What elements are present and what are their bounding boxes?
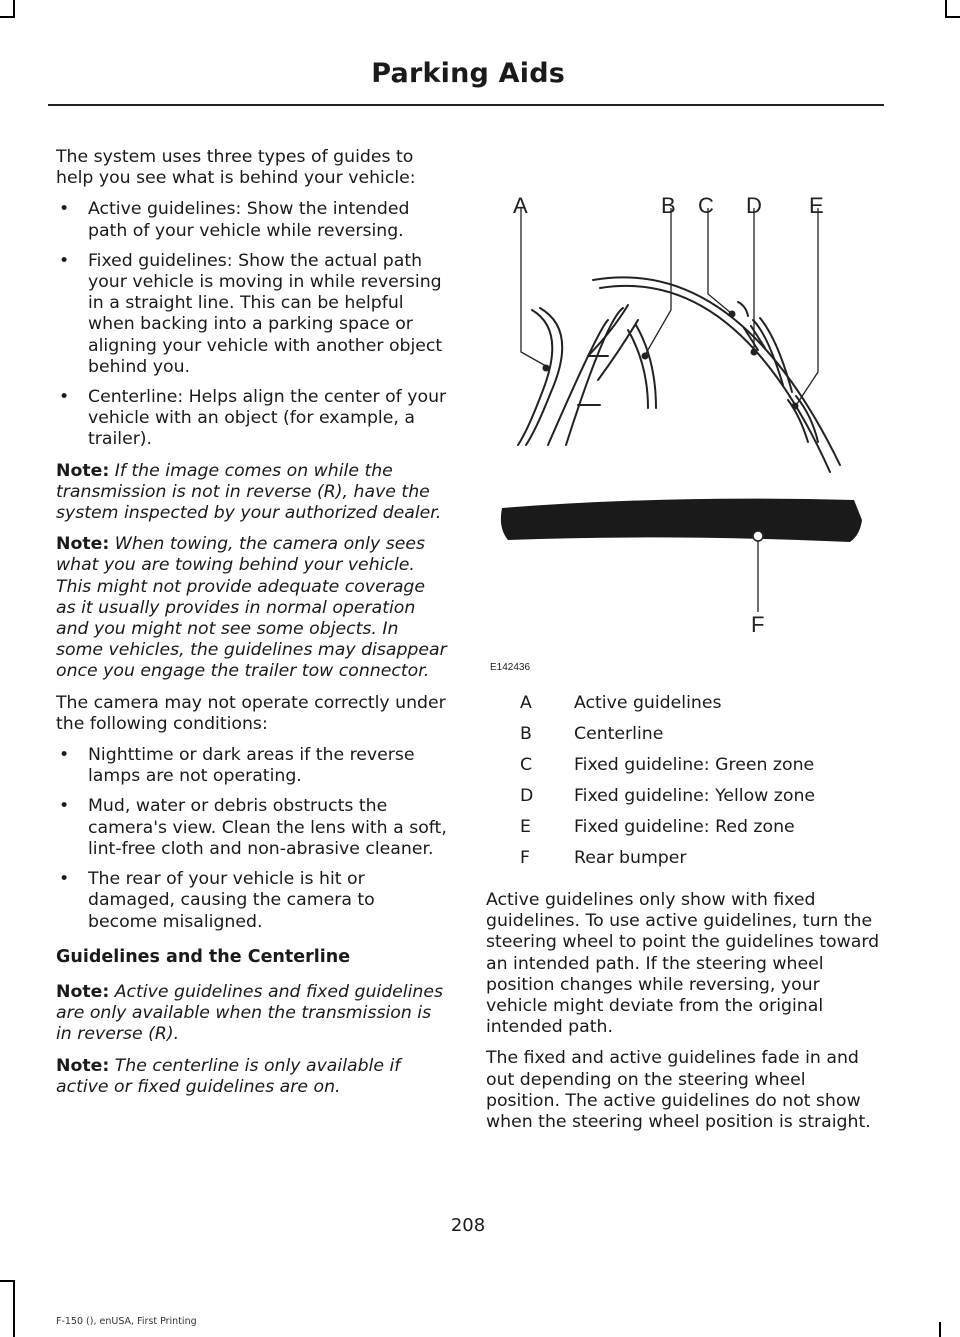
legend-desc: Active guidelines [574,693,722,713]
rear-bumper [501,499,862,542]
crop-mark [939,1322,941,1337]
label-c: C [698,193,714,218]
legend-desc: Fixed guideline: Yellow zone [574,786,816,806]
guidelines-illustration [488,180,880,680]
legend-key: B [520,724,532,744]
note-label: Note: [56,534,110,555]
list-item: • Mud, water or debris obstructs the camera's view. Clean the lens with a soft, lint-free cloth and non-abrasive cleaner. [56,796,448,860]
crop-mark [945,16,960,18]
legend-row [488,693,888,724]
label-e: E [809,193,824,218]
list-item: • Centerline: Helps align the center of your vehicle with an object (for example, a trailer). [56,387,448,451]
note-label: Note: [56,1055,110,1076]
guide-types-list [56,199,448,450]
list-item: • The rear of your vehicle is hit or damaged, causing the camera to become misaligned. [56,869,448,933]
legend-desc: Fixed guideline: Green zone [574,755,815,775]
note-text: Active guidelines and fixed guidelines are only available when the transmission is in reverse (R). [56,981,444,1045]
crop-mark [945,0,947,16]
legend-key: F [520,848,530,868]
guidelines-diagram [488,180,880,680]
conditions-intro: The camera may not operate correctly under the following conditions: [56,692,446,734]
legend-row [488,755,888,786]
active-guidelines-paragraph: Active guidelines only show with fixed guidelines. To use active guidelines, turn the steering wheel to point the guidelines toward an intended path. If the steering wheel position changes while reversing, your vehicle might deviate from the original intended path. [486,890,880,1038]
list-item: • Nighttime or dark areas if the reverse lamps are not operating. [56,745,448,787]
intro-paragraph: The system uses three types of guides to help you see what is behind your vehicle: [56,147,416,189]
right-column [486,890,880,1143]
crop-mark [13,0,15,16]
footer-text: F-150 (), enUSA, First Printing [56,1316,197,1327]
header-divider [48,104,884,106]
label-a: A [513,193,528,218]
figure-legend [488,693,888,879]
crop-mark [0,16,15,18]
note-availability [56,982,448,1046]
legend-desc: Fixed guideline: Red zone [574,817,795,837]
section-heading: Guidelines and the Centerline [56,946,351,967]
note-text: The centerline is only available if active or fixed guidelines are on. [56,1055,401,1097]
page-title: Parking Aids [371,58,565,89]
legend-row [488,786,888,817]
legend-row [488,817,888,848]
crop-mark [0,1280,15,1282]
legend-key: A [520,693,532,713]
note-label: Note: [56,460,110,481]
legend-row [488,724,888,755]
fade-paragraph: The fixed and active guidelines fade in and out depending on the steering wheel position. The active guidelines do not show when the steering wheel position is straight. [486,1048,871,1133]
list-item: • Fixed guidelines: Show the actual path your vehicle is moving in while reversing in a straight line. This can be helpful when backing into a parking space or aligning your vehicle with another object behind you. [56,251,448,378]
label-d: D [746,193,762,218]
legend-desc: Centerline [574,724,664,744]
crop-mark [13,1280,15,1337]
legend-key: C [520,755,533,775]
legend-desc: Rear bumper [574,848,687,868]
figure-code: E142436 [490,662,531,673]
legend-key: E [520,817,531,837]
list-item: • Active guidelines: Show the intended path of your vehicle while reversing. [56,199,448,241]
note-label: Note: [56,981,110,1002]
note-transmission [56,461,448,525]
note-centerline [56,1056,448,1098]
note-text: If the image comes on while the transmission is not in reverse (R), have the system inspected by your authorized dealer. [56,460,442,524]
label-b: B [661,193,676,218]
conditions-list [56,745,448,933]
legend-key: D [520,786,534,806]
page-number: 208 [450,1215,486,1236]
label-f: F [751,612,765,637]
note-text: When towing, the camera only sees what you are towing behind your vehicle. This might not provide adequate coverage as it usually provides in normal operation and you might not see some objects. In some vehicles, the guidelines may disappear once you engage the trailer tow connector. [56,534,447,682]
note-towing [56,534,448,682]
legend-row [488,848,888,879]
left-column [56,147,448,1108]
